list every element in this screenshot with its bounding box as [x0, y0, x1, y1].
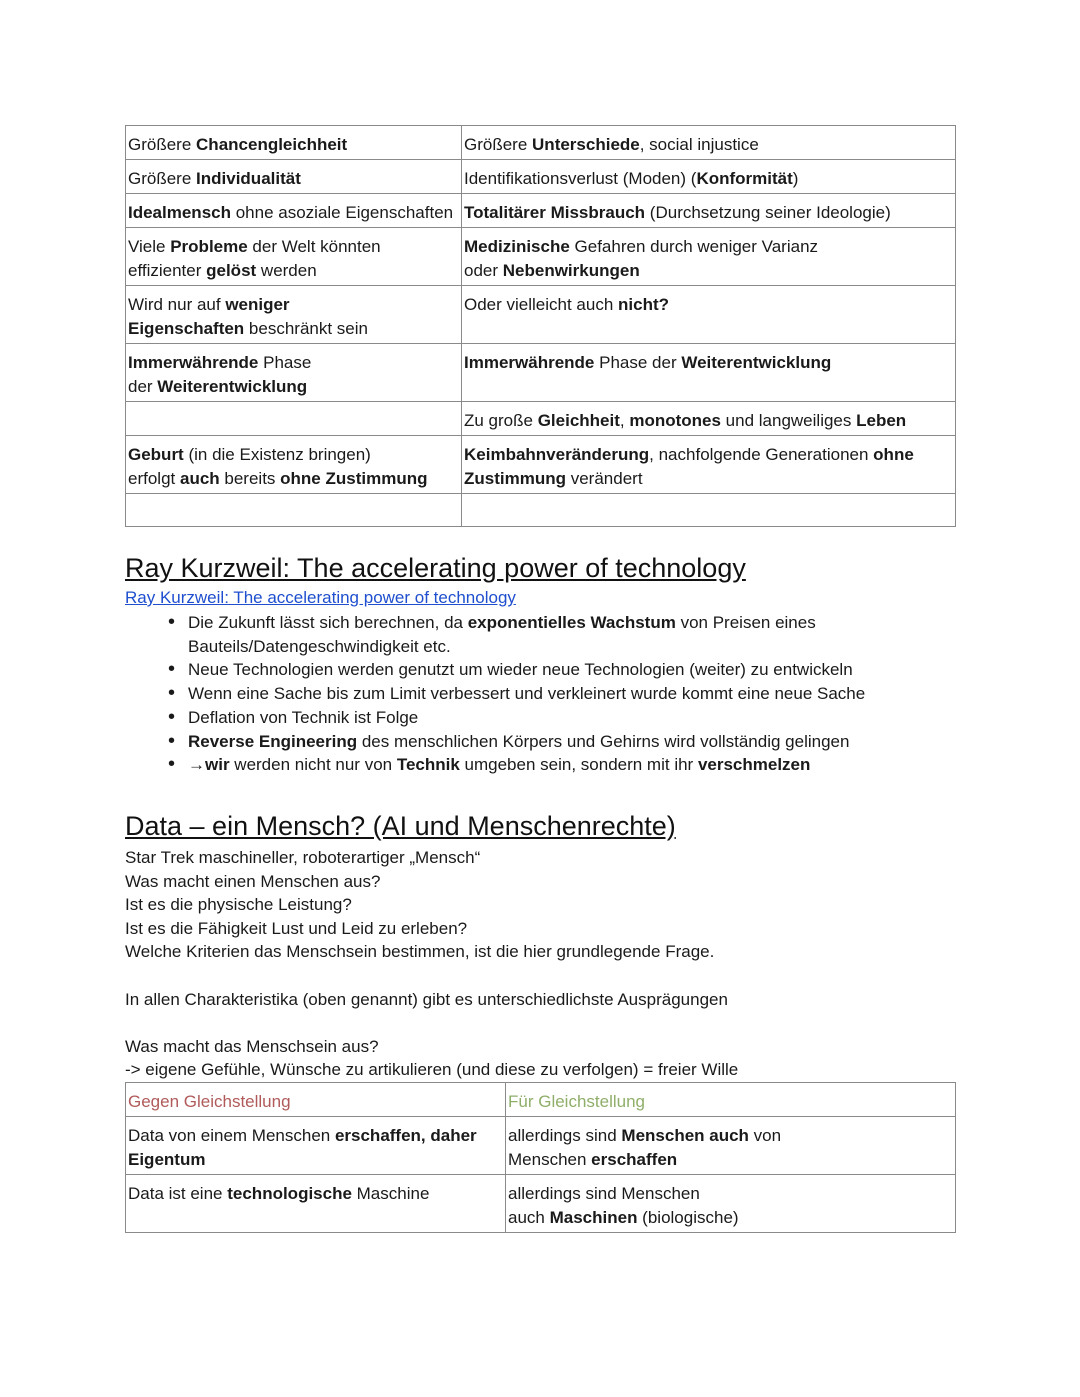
text-run: Neue Technologien werden genutzt um wieder neue Technologien (weiter) zu entwickeln [188, 660, 853, 680]
text-run: Immerwährende [464, 353, 595, 372]
table-cell-left [126, 194, 462, 228]
text-run: bereits [219, 469, 281, 488]
table-cell-right [462, 344, 956, 402]
kurzweil-bullet-list [168, 611, 928, 777]
table-cell-left [126, 1117, 506, 1175]
table-header-row [126, 1083, 956, 1117]
text-run: →wir [188, 755, 230, 775]
table-cell-right [462, 402, 956, 436]
text-run: , social injustice [639, 135, 759, 154]
text-run: Leben [856, 411, 907, 430]
table-cell-right [462, 160, 956, 194]
text-run: von Preisen eines Bauteils/Datengeschwindigkeit etc. [188, 613, 816, 656]
list-item [168, 753, 928, 777]
kurzweil-link[interactable]: Ray Kurzweil: The accelerating power of technology [125, 588, 516, 607]
table-cell-left [126, 228, 462, 286]
list-item [168, 658, 928, 682]
table-row [126, 344, 956, 402]
text-run: auch [508, 1208, 550, 1227]
text-run: Größere [128, 169, 197, 188]
text-run: von [748, 1126, 782, 1145]
text-run: (in die Existenz bringen) [183, 445, 371, 464]
text-run: Reverse Engineering [188, 731, 358, 751]
text-run: Größere [464, 135, 533, 154]
text-run: technologische [227, 1184, 352, 1203]
text-run: gelöst [206, 261, 257, 280]
text-run: weniger [225, 295, 290, 314]
text-run: allerdings sind [508, 1126, 622, 1145]
text-line: Star Trek maschineller, roboterartiger „Mensch“ [125, 848, 481, 867]
table-cell-left [126, 436, 462, 494]
text-line [125, 964, 925, 988]
text-run: Geburt [128, 445, 184, 464]
text-line: Ist es die Fähigkeit Lust und Leid zu erleben? [125, 918, 468, 938]
text-run: erschaffen, daher [334, 1126, 477, 1145]
text-run: Deflation von Technik ist Folge [188, 707, 419, 727]
table-row [126, 436, 956, 494]
table-cell-left [126, 126, 462, 160]
text-run: Data von einem Menschen [128, 1126, 335, 1145]
text-run: ohne Zustimmung [280, 469, 428, 488]
table-cell-left [126, 160, 462, 194]
data-heading: Data – ein Mensch? (AI und Menschenrechte) [125, 811, 676, 841]
table-row [126, 1117, 956, 1175]
text-run: Probleme [170, 237, 248, 256]
text-run: , nachfolgende Generationen [649, 445, 874, 464]
table-cell-left [126, 1175, 506, 1233]
list-item [168, 611, 928, 658]
text-line: Welche Kriterien das Menschsein bestimmen, ist die hier grundlegende Frage. [125, 942, 715, 962]
text-run: Phase der [594, 353, 682, 372]
text-run: Größere [128, 135, 197, 154]
text-run: Oder vielleicht auch [464, 295, 619, 314]
text-run: Wird nur auf [128, 295, 226, 314]
text-run: werden [256, 261, 317, 280]
text-run: Medizinische [464, 237, 570, 256]
text-run: (biologische) [637, 1208, 739, 1227]
table-cell-right [506, 1117, 956, 1175]
equality-table [125, 1082, 956, 1233]
table-cell-right [462, 494, 956, 527]
comparison-table [125, 125, 956, 527]
table-cell-right [462, 228, 956, 286]
text-run: verschmelzen [697, 755, 811, 775]
table-row [126, 1175, 956, 1233]
text-run: Maschine [351, 1184, 430, 1203]
text-run: ohne [873, 445, 914, 464]
text-run: der [128, 377, 158, 396]
list-item [168, 730, 928, 754]
table-row [126, 126, 956, 160]
text-run: monotones [629, 411, 721, 430]
list-item [168, 682, 928, 706]
text-run: Zu große [464, 411, 538, 430]
text-line: In allen Charakteristika (oben genannt) gibt es unterschiedlichste Ausprägungen [125, 989, 728, 1009]
text-run: Individualität [196, 169, 301, 188]
text-run: erfolgt [128, 469, 180, 488]
text-run: effizienter [128, 261, 207, 280]
text-run: Immerwährende [128, 353, 259, 372]
text-run: Gleichheit [537, 411, 620, 430]
text-run: Keimbahnveränderung [464, 445, 650, 464]
text-run: Eigentum [128, 1150, 206, 1169]
table-row [126, 494, 956, 527]
kurzweil-heading: Ray Kurzweil: The accelerating power of technology [125, 553, 746, 583]
text-run: Zustimmung [464, 469, 566, 488]
text-run: Gefahren durch weniger Varianz [569, 237, 819, 256]
text-run: ohne asoziale Eigenschaften [231, 203, 454, 222]
text-run: Weiterentwicklung [157, 377, 308, 396]
table-cell-left [126, 494, 462, 527]
table-cell-left [126, 344, 462, 402]
table-cell-right [462, 436, 956, 494]
text-line: Was macht einen Menschen aus? [125, 871, 381, 891]
text-run: und langweiliges [720, 411, 857, 430]
text-line: Was macht das Menschsein aus? [125, 1036, 379, 1056]
header-against-equality: Gegen Gleichstellung [126, 1083, 506, 1117]
text-run: des menschlichen Körpers und Gehirns wird vollständig gelingen [357, 731, 850, 751]
text-run: Data ist eine [128, 1184, 228, 1203]
text-line [125, 1011, 925, 1035]
text-run: Konformität [696, 169, 793, 188]
text-run: exponentielles Wachstum [467, 613, 676, 632]
text-run: Menschen [508, 1150, 592, 1169]
text-line: -> eigene Gefühle, Wünsche zu artikulieren (und diese zu verfolgen) = freier Wille [125, 1060, 739, 1080]
text-run: Unterschiede [532, 135, 640, 154]
text-run: werden nicht nur von [229, 755, 397, 775]
text-run: allerdings sind Menschen [508, 1184, 700, 1203]
text-run: Chancengleichheit [196, 135, 348, 154]
table-row [126, 228, 956, 286]
table-row [126, 286, 956, 344]
table-cell-left [126, 402, 462, 436]
text-run: verändert [566, 469, 643, 488]
table-cell-right [462, 286, 956, 344]
text-run: Viele [128, 237, 171, 256]
text-run: Identifikationsverlust (Moden) ( [464, 169, 697, 188]
text-run: Eigenschaften [128, 319, 245, 338]
text-run: Maschinen [549, 1208, 638, 1227]
text-run: (Durchsetzung seiner Ideologie) [645, 203, 891, 222]
text-run: Totalitärer Missbrauch [464, 203, 646, 222]
text-run: Die Zukunft lässt sich berechnen, da [188, 613, 468, 632]
table-cell-right [462, 194, 956, 228]
text-run: beschränkt sein [244, 319, 368, 338]
table-row [126, 160, 956, 194]
list-item [168, 706, 928, 730]
text-run: auch [179, 469, 220, 488]
text-run: Weiterentwicklung [681, 353, 832, 372]
text-run: umgeben sein, sondern mit ihr [459, 755, 698, 775]
table-row [126, 402, 956, 436]
table-cell-right [506, 1175, 956, 1233]
data-text-block [125, 846, 925, 1082]
text-run: Wenn eine Sache bis zum Limit verbessert und verkleinert wurde kommt eine neue Sache [188, 684, 866, 704]
text-run: ) [792, 169, 799, 188]
text-run: , [619, 411, 630, 430]
header-for-equality: Für Gleichstellung [506, 1083, 956, 1117]
text-run: Nebenwirkungen [502, 261, 640, 280]
text-run: erschaffen [591, 1150, 678, 1169]
text-line: Ist es die physische Leistung? [125, 895, 352, 915]
text-run: Menschen auch [621, 1126, 749, 1145]
table-cell-left [126, 286, 462, 344]
table-row [126, 194, 956, 228]
text-run: nicht? [618, 295, 670, 314]
text-run: oder [464, 261, 503, 280]
text-run: Idealmensch [128, 203, 231, 222]
text-run: Technik [396, 755, 460, 775]
text-run: Phase [258, 353, 312, 372]
table-cell-right [462, 126, 956, 160]
text-run: der Welt könnten [247, 237, 381, 256]
